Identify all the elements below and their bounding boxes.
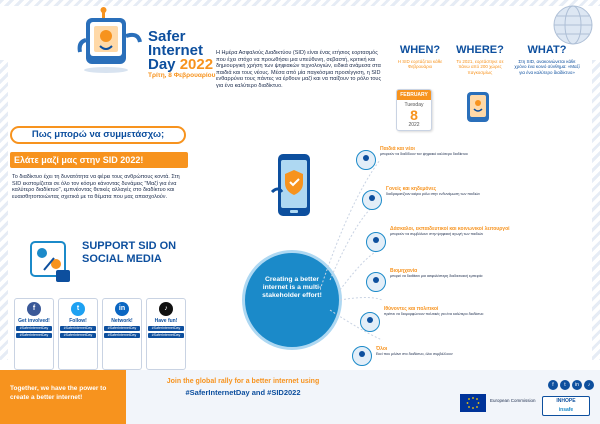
how-to-participate-title: Πως μπορώ να συμμετάσχω; — [31, 129, 165, 140]
card-hashtag: #SaferInternetDay — [16, 333, 52, 338]
calendar-year: 2022 — [408, 122, 420, 128]
stakeholder-teachers — [390, 226, 582, 237]
stakeholder-title: Ιθύνοντες και πολιτικοί — [384, 306, 439, 312]
card-hashtag: #SaferInternetDay — [104, 326, 140, 331]
card-hashtag: #SaferInternetDay — [60, 326, 96, 331]
join-paragraph: Το διαδίκτυο έχει τη δυνατότητα να φέρει τους ανθρώπους κοντά. Στη SID εκστομίζεται σε όλο τον κόσμο κάνοντας δυνάμεις "Μαζί για ένα καλύτερο διαδίκτυο", εμπνέοντας θετικές αλλαγές στο διαδίκτυο και ευαισθητοποιώντας σχετικά με τα θέματα που μας απασχολούν. — [12, 174, 180, 200]
stakeholder-parents — [386, 186, 582, 197]
facebook-icon: f — [27, 302, 41, 316]
eu-flag-icon — [460, 394, 486, 412]
tiktok-icon[interactable]: ♪ — [584, 380, 594, 390]
when-text: Η SID εορτάζεται κάθε Φεβρουάριο — [397, 59, 443, 70]
tablet-mascot-icon — [465, 88, 491, 124]
card-hashtag: #SaferInternetDay — [16, 326, 52, 331]
footer-rally — [128, 378, 358, 397]
inhope-text: INHOPE — [556, 398, 576, 404]
what-box — [512, 44, 582, 75]
zigzag-decoration-right — [592, 60, 600, 360]
rally-hashtags: #SaferInternetDay and #SID2022 — [185, 388, 301, 397]
when-box — [392, 44, 448, 70]
card-hashtag: #SaferInternetDay — [148, 333, 184, 338]
stakeholder-parents-icon — [362, 190, 382, 210]
card-title: Have fun! — [154, 318, 178, 324]
calendar-month: FEBRUARY — [397, 90, 431, 100]
stakeholder-policymakers-icon — [360, 312, 380, 332]
calendar-number: 8 — [410, 107, 418, 123]
stakeholder-everyone — [376, 346, 582, 357]
twitter-icon[interactable]: t — [560, 380, 570, 390]
globe-icon — [552, 4, 594, 46]
stakeholder-text: Εκεί που μιλάνε στο διαδίκτυο, όλοι συμβάλλουν — [376, 352, 453, 356]
card-hashtag: #SaferInternetDay — [148, 326, 184, 331]
stakeholder-title: Γονείς και κηδεμόνες — [386, 186, 437, 192]
intro-paragraph: Η Ημέρα Ασφαλούς Διαδικτύου (SID) είναι ένας ετήσιος εορτασμός που έχει στόχο να προωθήσει μια υπεύθυνη, σεβαστή, κριτική και δημιουργική χρήση των ψηφιακών τεχνολογιών, ειδικά ανάμεσα στα παιδιά και τους νέους. Μέσα από μία παγκόσμια προσέγγιση, η SID ενθαρρύνει τους πάντες να έρθουν μαζί και να παίξουν το ρόλο τους για ένα καλύτερο διαδίκτυο. — [216, 50, 382, 89]
stakeholder-title: Παιδιά και νέοι — [380, 146, 415, 152]
hub-connectors — [320, 140, 420, 370]
card-hashtag: #SaferInternetDay — [60, 333, 96, 338]
linkedin-icon[interactable]: in — [572, 380, 582, 390]
stakeholder-policymakers — [384, 306, 582, 317]
when-title: WHEN? — [399, 44, 441, 56]
join-banner — [10, 152, 188, 168]
where-box — [452, 44, 508, 75]
stakeholder-title: Όλοι — [376, 346, 388, 352]
smartphone-icon — [270, 152, 318, 232]
twitter-icon: t — [71, 302, 85, 316]
stakeholder-industry-icon — [366, 272, 386, 292]
stakeholder-text: μπορούν να συμβάλουν στην ψηφιακή αγωγή των παιδιών — [390, 232, 484, 236]
social-card-have-fun[interactable] — [146, 298, 186, 370]
logo-title: Safer Internet Day 2022 — [148, 28, 214, 73]
insafe-text: insafe — [558, 407, 574, 413]
where-title: WHERE? — [456, 44, 504, 56]
logo-year: 2022 — [179, 56, 214, 73]
stakeholder-industry — [390, 268, 582, 279]
stakeholder-everyone-icon — [352, 346, 372, 366]
what-text: Στη SID, ανακοινώνεται κάθε χρόνο ένα κοινό σύνθημα: «Μαζί για ένα καλύτερο διαδίκτυο» — [514, 59, 580, 75]
stakeholder-title: Βιομηχανία — [390, 268, 418, 274]
footer-slogan: Together, we have the power to create a better internet! — [10, 385, 107, 401]
social-card-follow[interactable] — [58, 298, 98, 370]
hub-text: Creating a better internet is a multi-stakeholder effort! — [262, 276, 322, 300]
where-text: Το 2021, εορτάστηκε σε πάνω από 200 χώρες παγκοσμίως — [456, 59, 504, 75]
card-title: Get involved! — [18, 318, 50, 324]
tiktok-icon: ♪ — [159, 302, 173, 316]
calendar-day: Tuesday — [404, 102, 424, 108]
linkedin-icon: in — [115, 302, 129, 316]
tablet-mascot-logo — [76, 6, 146, 74]
card-title: Follow! — [69, 318, 87, 324]
join-title: Ελάτε μαζί μας στην SID 2022! — [14, 155, 144, 165]
event-date: Τρίτη, 8 Φεβρουαρίου — [148, 72, 216, 79]
social-media-title: SUPPORT SID ON SOCIAL MEDIA — [82, 240, 177, 265]
insafe-inhope-logo — [542, 396, 590, 416]
stakeholder-title: Δάσκαλοι, εκπαιδευτικοί και κοινωνικοί λειτουργοί — [390, 226, 510, 232]
stakeholder-text: πρέπει να διαμορφώνουν πολιτικές για ένα καλύτερο διαδίκτυο — [384, 312, 484, 316]
stakeholder-text: διαδραματίζουν καίριο ρόλο στην ενδυνάμωση των παιδιών — [386, 192, 481, 196]
rally-text: Join the global rally for a better internet using — [166, 378, 320, 385]
calendar-icon — [396, 89, 432, 131]
how-to-participate-box — [10, 126, 186, 144]
stakeholder-youth-icon — [356, 150, 376, 170]
what-title: WHAT? — [527, 44, 567, 56]
social-media-icon — [30, 240, 72, 284]
social-card-get-involved[interactable] — [14, 298, 54, 370]
stakeholder-text: μπορεί να διαθέσει μια ασφαλέστερη διαδικτυακή εμπειρία — [390, 274, 483, 278]
card-hashtag: #SaferInternetDay — [104, 333, 140, 338]
facebook-icon[interactable]: f — [548, 380, 558, 390]
european-commission-label: European Commission — [490, 398, 536, 403]
stakeholder-text: μπορούν να διαδίδουν τον ψηφιακό καλύτερο διαδίκτυο — [380, 152, 468, 156]
stakeholder-teachers-icon — [366, 232, 386, 252]
footer-slogan-box — [0, 370, 126, 424]
stakeholder-youth — [380, 146, 580, 157]
social-card-network[interactable] — [102, 298, 142, 370]
card-title: Network! — [111, 318, 133, 324]
zigzag-decoration-left — [0, 60, 8, 360]
